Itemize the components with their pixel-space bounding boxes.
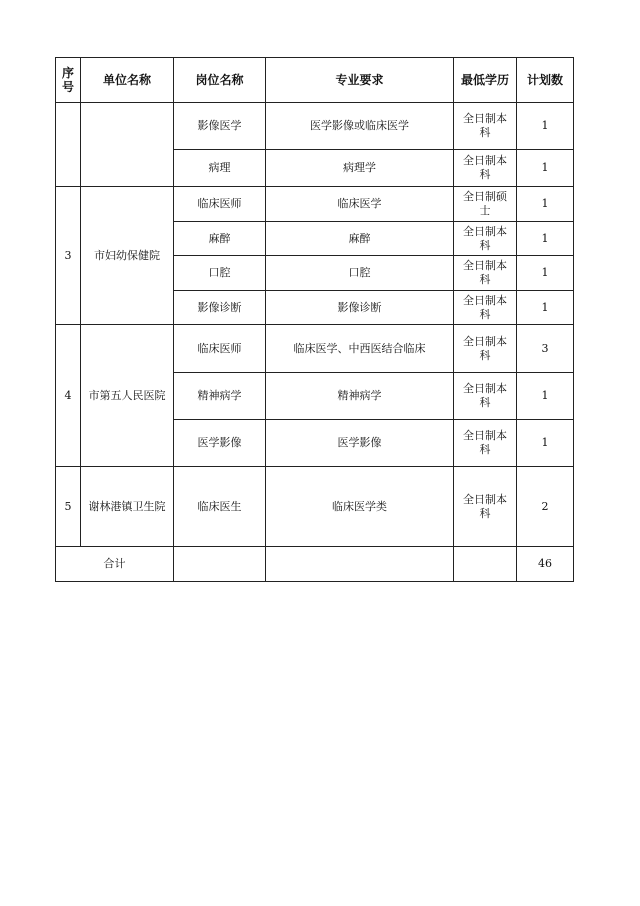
count-cell: 1 (517, 420, 574, 467)
empty-cell (454, 547, 517, 582)
edu-text: 全日制本科 (463, 112, 507, 139)
post-cell: 口腔 (174, 256, 266, 291)
major-cell: 临床医学 (266, 187, 454, 222)
header-seq: 序号 (56, 58, 81, 103)
edu-cell (454, 150, 517, 187)
seq-cell: 3 (56, 187, 81, 325)
table-row (56, 187, 574, 222)
major-cell: 口腔 (266, 256, 454, 291)
table-row (56, 325, 574, 373)
header-row (56, 58, 574, 103)
empty-cell (174, 547, 266, 582)
table-row (56, 467, 574, 547)
edu-cell (454, 256, 517, 291)
count-cell: 1 (517, 187, 574, 222)
count-cell: 1 (517, 373, 574, 420)
edu-cell (454, 222, 517, 256)
major-cell: 医学影像或临床医学 (266, 103, 454, 150)
edu-cell (454, 187, 517, 222)
edu-cell (454, 103, 517, 150)
unit-cell (81, 103, 174, 187)
post-cell: 影像诊断 (174, 291, 266, 325)
edu-cell (454, 420, 517, 467)
edu-text: 全日制本科 (463, 293, 507, 321)
count-cell: 3 (517, 325, 574, 373)
count-cell: 2 (517, 467, 574, 547)
post-cell: 临床医师 (174, 187, 266, 222)
header-major: 专业要求 (266, 58, 454, 103)
header-unit: 单位名称 (81, 58, 174, 103)
unit-cell: 市第五人民医院 (81, 325, 174, 467)
major-cell: 病理学 (266, 150, 454, 187)
count-cell: 1 (517, 256, 574, 291)
header-post: 岗位名称 (174, 58, 266, 103)
empty-cell (266, 547, 454, 582)
major-cell: 医学影像 (266, 420, 454, 467)
major-cell: 临床医学、中西医结合临床 (266, 325, 454, 373)
edu-cell (454, 467, 517, 547)
post-cell: 临床医生 (174, 467, 266, 547)
edu-text: 全日制硕士 (463, 190, 507, 217)
header-count: 计划数 (517, 58, 574, 103)
post-cell: 麻醉 (174, 222, 266, 256)
total-row (56, 547, 574, 582)
post-cell: 病理 (174, 150, 266, 187)
edu-text: 全日制本科 (463, 429, 507, 456)
edu-cell (454, 373, 517, 420)
edu-text: 全日制本科 (463, 259, 507, 286)
total-count: 46 (517, 547, 574, 582)
table-row (56, 103, 574, 150)
edu-cell (454, 291, 517, 325)
header-edu: 最低学历 (454, 58, 517, 103)
count-cell: 1 (517, 222, 574, 256)
total-label: 合计 (56, 547, 174, 582)
recruitment-table (55, 57, 574, 582)
edu-text: 全日制本科 (463, 224, 507, 252)
count-cell: 1 (517, 103, 574, 150)
seq-cell (56, 103, 81, 187)
edu-text: 全日制本科 (463, 154, 507, 181)
major-cell: 临床医学类 (266, 467, 454, 547)
edu-text: 全日制本科 (463, 382, 507, 409)
post-cell: 医学影像 (174, 420, 266, 467)
major-cell: 精神病学 (266, 373, 454, 420)
unit-cell: 谢林港镇卫生院 (81, 467, 174, 547)
unit-cell: 市妇幼保健院 (81, 187, 174, 325)
seq-cell: 4 (56, 325, 81, 467)
edu-text: 全日制本科 (463, 334, 507, 362)
post-cell: 影像医学 (174, 103, 266, 150)
seq-cell: 5 (56, 467, 81, 547)
post-cell: 临床医师 (174, 325, 266, 373)
edu-cell (454, 325, 517, 373)
edu-text: 全日制本科 (463, 492, 507, 520)
count-cell: 1 (517, 150, 574, 187)
major-cell: 影像诊断 (266, 291, 454, 325)
post-cell: 精神病学 (174, 373, 266, 420)
major-cell: 麻醉 (266, 222, 454, 256)
count-cell: 1 (517, 291, 574, 325)
